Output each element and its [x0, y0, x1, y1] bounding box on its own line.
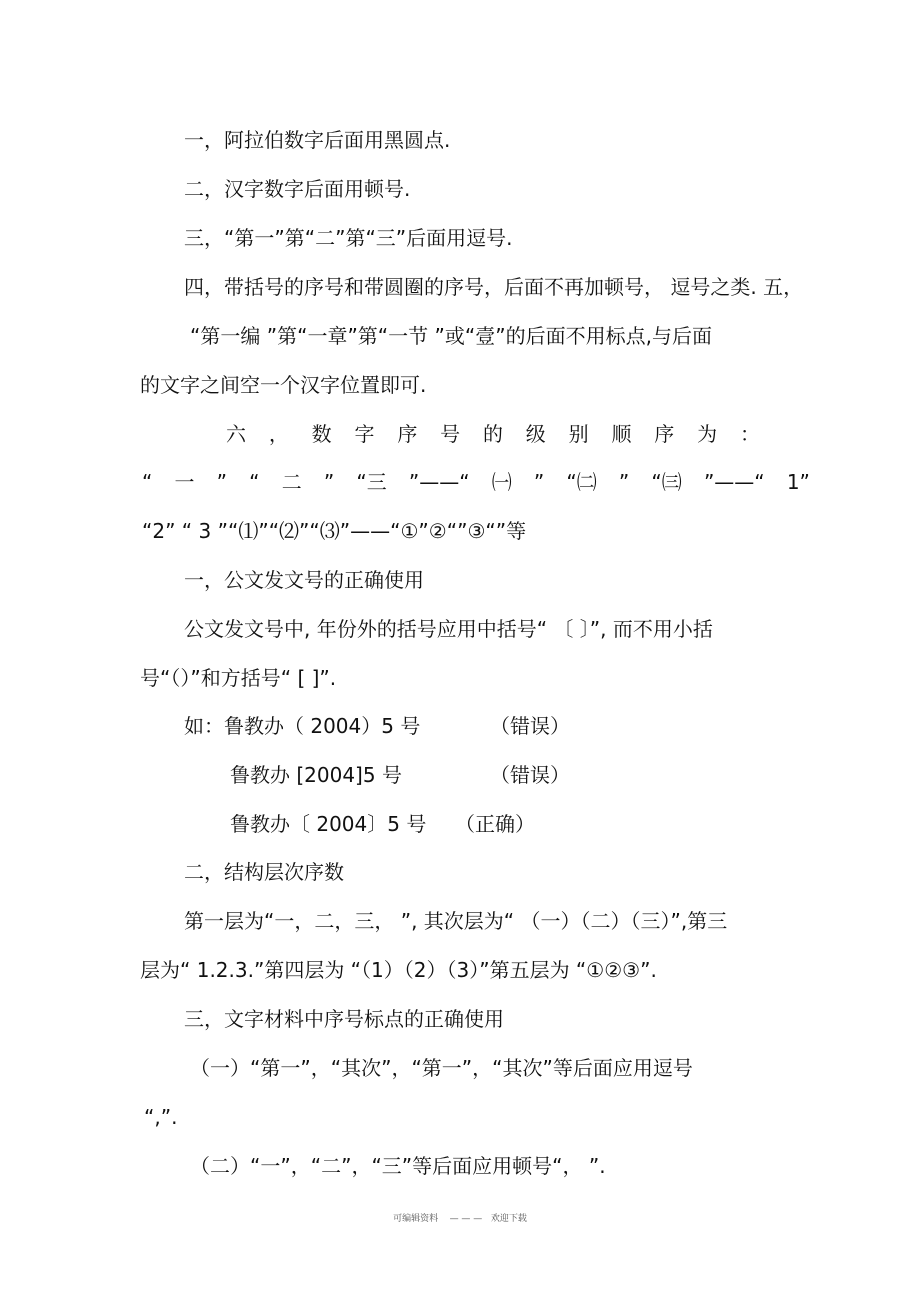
spread-char: ”	[618, 470, 630, 494]
section3-item2: （二）“一”，“二”，“三”等后面应用顿号“， ”.	[190, 1154, 606, 1178]
spread-char: ㈠	[491, 470, 512, 494]
section3-item1-b: “,”.	[144, 1105, 178, 1129]
section1-para-b: 号“（）”和方括号“ [ ]”.	[140, 666, 337, 690]
spread-char: 号	[440, 422, 461, 446]
section1-heading: 一，公文发文号的正确使用	[184, 568, 424, 592]
section3-heading: 三，文字材料中序号标点的正确使用	[184, 1007, 504, 1031]
rule-line-2: 二，汉字数字后面用顿号.	[184, 177, 411, 201]
spread-char: ，	[268, 422, 289, 446]
spread-char: “三	[356, 470, 387, 494]
spread-char: ”——“	[408, 470, 470, 494]
spread-char: “㈢	[651, 470, 682, 494]
spread-char: 为	[697, 422, 718, 446]
section2-para-b: 层为“ 1.2.3.”第四层为 “（1）（2）（3）”第五层为 “①②③”.	[140, 958, 657, 982]
rule-line-8	[142, 468, 810, 496]
spread-char: 序	[397, 422, 418, 446]
section2-heading: 二，结构层次序数	[184, 860, 344, 884]
example-note: （正确）	[455, 812, 535, 836]
rule-line-6: 的文字之间空一个汉字位置即可.	[140, 373, 427, 397]
spread-char: ：	[739, 422, 760, 446]
rule-line-7	[226, 420, 760, 448]
spread-char: 级	[525, 422, 546, 446]
spread-char: 序	[654, 422, 675, 446]
section1-para-a: 公文发文号中, 年份外的括号应用中括号“ 〔 〕”, 而不用小括	[184, 617, 713, 641]
rule-line-3: 三，“第一”第“二”第“三”后面用逗号.	[184, 226, 513, 250]
spread-char: 顺	[611, 422, 632, 446]
spread-char: ”	[533, 470, 545, 494]
spread-char: ”	[323, 470, 335, 494]
spread-char: “	[249, 470, 260, 494]
example-text: 鲁教办〔 2004〕5 号	[230, 812, 427, 836]
example-note: （错误）	[490, 763, 570, 787]
rule-line-1: 一，阿拉伯数字后面用黑圆点.	[184, 128, 451, 152]
example-text: 如：鲁教办（ 2004）5 号	[184, 714, 421, 738]
example-note: （错误）	[490, 714, 570, 738]
spread-char: “	[142, 470, 153, 494]
section2-para-a: 第一层为“一，二，三， ”, 其次层为“ （一）（二）（三）”,第三	[184, 909, 728, 933]
rule-line-9: “2” “ 3 ”“⑴”“⑵”“⑶”——“①”②“”③“”等	[142, 519, 527, 543]
spread-char: ”——“	[703, 470, 765, 494]
spread-char: 别	[568, 422, 589, 446]
example-text: 鲁教办 [2004]5 号	[230, 763, 402, 787]
spread-char: 二	[281, 470, 302, 494]
rule-line-5: “第一编 ”第“一章”第“一节 ”或“壹”的后面不用标点,与后面	[190, 324, 712, 348]
spread-char: 数	[311, 422, 332, 446]
section3-item1-a: （一）“第一”，“其次”，“第一”，“其次”等后面应用逗号	[190, 1056, 693, 1080]
rule-line-4: 四，带括号的序号和带圆圈的序号，后面不再加顿号， 逗号之类. 五，	[184, 275, 804, 299]
spread-char: 字	[354, 422, 375, 446]
page-footer: 可编辑资料 — — — 欢迎下载	[393, 1214, 527, 1224]
spread-char: 六	[226, 422, 246, 446]
spread-char: 1”	[786, 470, 810, 494]
spread-char: ”	[216, 470, 228, 494]
spread-char: 一	[174, 470, 195, 494]
spread-char: 的	[482, 422, 503, 446]
spread-char: “㈡	[566, 470, 597, 494]
